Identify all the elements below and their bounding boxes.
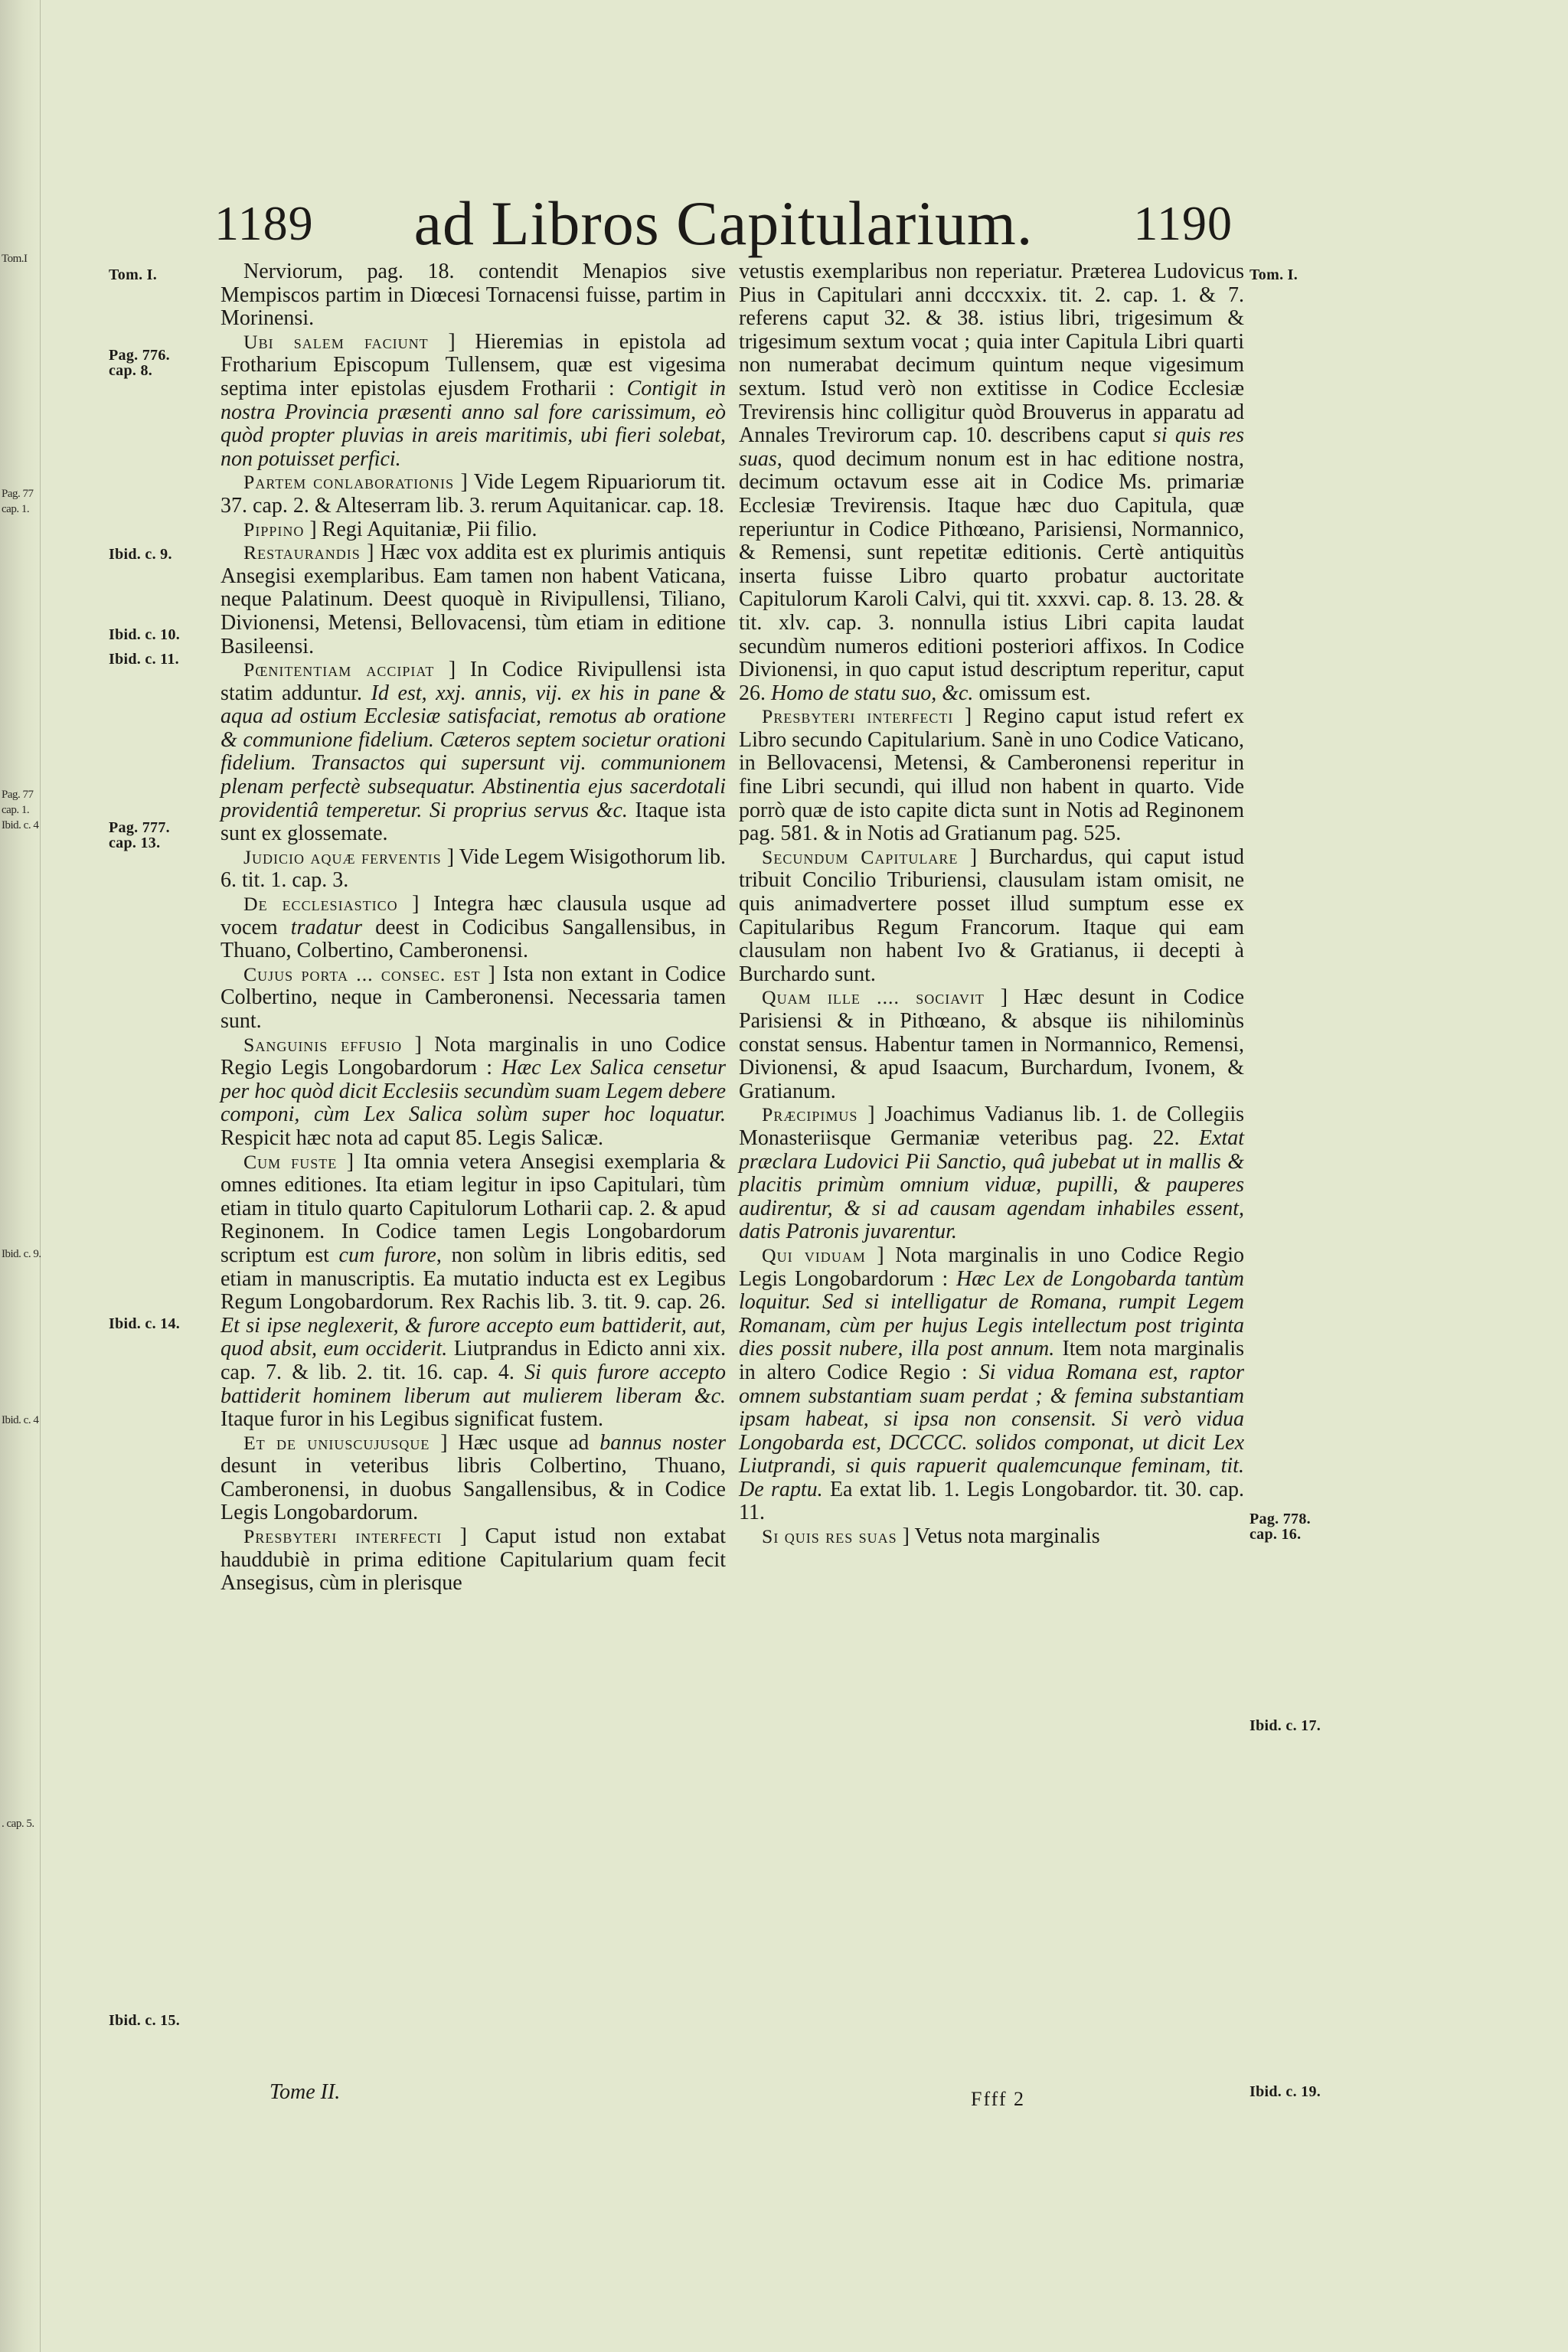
lemma: Ubi salem faciunt bbox=[243, 330, 429, 353]
lemma: Cum fuste bbox=[243, 1150, 338, 1173]
text-run: Ea extat lib. 1. Legis Longobardor. tit. 30. cap. 11. bbox=[739, 1477, 1244, 1525]
quotation: Homo de statu suo, &c. bbox=[771, 681, 974, 705]
margin-note-right: Tom. I. bbox=[1250, 266, 1298, 283]
quotation: cum furore bbox=[338, 1243, 436, 1267]
margin-note-left: cap. 13. bbox=[109, 835, 161, 851]
page-number-right: 1190 bbox=[1133, 196, 1233, 250]
quotation: Hæc Lex Salica censetur per hoc quòd dicit Ecclesiis secundùm suam Legem debere componi, cùm Lex Salica solùm super hoc loquatur. bbox=[220, 1056, 727, 1127]
text-run: deest in Codicibus Sangallensibus, in Thuano, Colbertino, Camberonensi. bbox=[220, 915, 726, 963]
text-run: omissum est. bbox=[973, 681, 1091, 705]
paragraph bbox=[220, 1034, 726, 1151]
margin-note-left: Ibid. c. 14. bbox=[109, 1315, 181, 1332]
text-run: , non solùm in libris editis, sed etiam in manuscriptis. Ea mutatio inducta est ex Legibus Regum Longobardorum. Rex Rachis lib. 3. tit. 9. cap. 26. bbox=[220, 1243, 727, 1315]
gutter-note: Ibid. c. 4 bbox=[2, 1414, 39, 1426]
quotation: Si vidua Romana est, raptor omnem substantiam suam perdat ; & femina substantiam ipsam habeat, si ipsa non consensit. Si verò vidua Longobarda est, DCCCC. solidos componat, ut dicit Lex Liutprandi, si quis rapuerit qualemcunque feminam, tit. De raptu. bbox=[739, 1360, 1244, 1501]
text-run: ] Vide Legem Wisigothorum lib. 6. tit. 1. cap. 3. bbox=[220, 844, 726, 893]
gutter-note: Tom.I bbox=[2, 253, 28, 265]
lemma: Præcipimus bbox=[762, 1103, 858, 1126]
lemma: Presbyteri interfecti bbox=[243, 1525, 443, 1548]
quotation: Extat præclara Ludovici Pii Sanctio, quâ jubebat ut in mallis & placitis primùm omnium viduæ, pupilli, & pauperes audirentur, & si ad causam agendam inhabiles essent, datis Patronis juvarentur. bbox=[739, 1125, 1244, 1244]
right-column bbox=[739, 260, 1244, 1549]
quotation: Hæc Lex de Longobarda tantùm loquitur. Sed si intelligatur de Romana, rumpit Legem Romanam, cùm per hujus Legis intellectum post triginta dies possit nubere, illa post annum. bbox=[739, 1266, 1245, 1361]
margin-note-left: cap. 8. bbox=[109, 362, 153, 379]
text-run: ] Hæc usque ad bbox=[430, 1430, 600, 1455]
paragraph bbox=[220, 963, 726, 1034]
printer-signature: Ffff 2 bbox=[971, 2088, 1025, 2110]
lemma: Pœnitentiam accipiat bbox=[243, 658, 435, 681]
lemma: Restaurandis bbox=[243, 541, 361, 564]
paragraph bbox=[739, 846, 1244, 987]
lemma: Et de uniuscujusque bbox=[243, 1431, 430, 1454]
text-run: ] Regi Aquitaniæ, Pii filio. bbox=[304, 517, 537, 541]
text-run: ] Caput istud non extabat hauddubiè in prima editione Capitularium quam fecit Ansegisus, cùm in plerisque bbox=[220, 1524, 726, 1596]
quotation: Contigit in nostra Provincia præsenti anno sal fore carissimum, eò quòd propter pluvias in areis maritimis, ubi fieri solebat, non potuisset perfici. bbox=[220, 376, 727, 471]
gutter-note: Pag. 77 bbox=[2, 789, 34, 801]
lemma: Qui viduam bbox=[762, 1243, 866, 1266]
paragraph bbox=[739, 1103, 1244, 1244]
margin-note-right: cap. 16. bbox=[1250, 1526, 1302, 1543]
gutter-note: Ibid. c. 9. bbox=[2, 1248, 41, 1260]
text-run: Respicit hæc nota ad caput 85. Legis Salicæ. bbox=[220, 1125, 604, 1150]
paragraph bbox=[220, 471, 726, 518]
quotation: tradatur bbox=[290, 915, 363, 939]
margin-note-left: Ibid. c. 10. bbox=[109, 626, 181, 643]
paragraph bbox=[739, 705, 1244, 846]
margin-note-left: Tom. I. bbox=[109, 266, 158, 283]
paragraph bbox=[739, 1244, 1244, 1525]
quotation: bannus noster bbox=[599, 1430, 726, 1455]
text-run: Itaque furor in his Legibus significat fustem. bbox=[220, 1407, 603, 1432]
gutter-note: Ibid. c. 4 bbox=[2, 819, 39, 831]
paragraph bbox=[220, 541, 726, 658]
text-run: ] Integra hæc clausula usque ad vocem bbox=[220, 892, 726, 939]
paragraph bbox=[220, 260, 726, 331]
text-run: ] Regino caput istud refert ex Libro secundo Capitularium. Sanè in uno Codice Vaticano, in Bellovacensi, Metensi, & Camberonensi reperitur in fine Libri secundi, qui illud non habent in quarto. Vide porrò quæ de isto capite dicta sunt in Notis ad Reginonem pag. 581. & in Notis ad Gratianum pag. 525. bbox=[739, 704, 1244, 846]
gutter-note: cap. 1. bbox=[2, 804, 30, 816]
paragraph bbox=[220, 1151, 726, 1432]
quotation: Id est, xxj. annis, vij. ex his in pane & aqua ad ostium Ecclesiæ satisfaciat, remotus ab oratione & communione fidelium. Cæteros septem societur orationi fidelium. Transactos qui supersunt vij. communionem plenam perfectè subsequatur. Abstinentia ejus sacerdotali providentiâ temperetur. Si proprius servus &c. bbox=[220, 681, 726, 822]
left-column bbox=[220, 260, 726, 1596]
text-run: ] Ista non extant in Codice Colbertino, neque in Camberonensi. Necessaria tamen sunt. bbox=[220, 962, 726, 1033]
page-number-left: 1189 bbox=[214, 196, 314, 250]
text-run: vetustis exemplaribus non reperiatur. Præterea Ludovicus Pius in Capitulari anni dcccxxix. tit. 2. cap. 1. & 7. referens caput 32. & 38. istius libri, trigesimum & trigesimum sextum vocat ; quia inter Capitula Libri quarti non numerabat decimum quintum neque vigesimum sextum. Istud verò non extitisse in Codice Ecclesiæ Trevirensis hinc colligitur quòd Brouverus in apparatu ad Annales Trevirorum cap. 10. describens caput bbox=[739, 260, 1244, 448]
text-run: ] Hieremias in epistola ad Frotharium Episcopum Tullensem, quæ est vigesima septima inter epistolas ejusdem Frotharii : bbox=[220, 329, 726, 400]
gutter-note: Pag. 77 bbox=[2, 488, 34, 500]
text-run: ] Vetus nota marginalis bbox=[897, 1524, 1100, 1549]
gutter-note: . cap. 5. bbox=[2, 1818, 34, 1830]
binding-gutter bbox=[0, 0, 41, 2352]
lemma: Si quis res suas bbox=[762, 1525, 897, 1548]
lemma: Partem conlaborationis bbox=[243, 471, 455, 494]
lemma: De ecclesiastico bbox=[243, 893, 398, 916]
page-header bbox=[214, 188, 1233, 264]
text-run: ] Burchardus, qui caput istud tribuit Concilio Triburiensi, clausulam istam omisit, ne quis animadvertere posset illud sumptum esse ex Capitularibus Regum Francorum. Itaque qui eam clausulam non habent Ivo & Gratianus, ii decepti à Burchardo sunt. bbox=[739, 844, 1244, 986]
paragraph bbox=[220, 1525, 726, 1596]
text-run: ] Hæc desunt in Codice Parisiensi & in Pithœano, & absque iis nihilominùs constat sensus. Habentur tamen in Normannico, Remensi, Divionensi, & apud Isaacum, Burchardum, Ivonem, & Gratianum. bbox=[739, 985, 1244, 1103]
text-run: ] Nota marginalis in uno Codice Regio Legis Longobardorum : bbox=[739, 1243, 1244, 1291]
text-run: , quod decimum nonum est in hac editione nostra, decimum octavum esse ait in Codice Ms. primariæ Ecclesiæ Trevirensis. Itaque hæc duo Capitula, quæ reperiuntur in Codice Pithœano, Parisiensi, Normannico, & Remensi, sunt repetitæ editionis. Certè antiquitùs inserta fuisse Libro quarto probatur auctoritate Capitulorum Karoli Calvi, qui tit. xxxvi. cap. 8. 13. 28. & tit. xlv. cap. 3. nonnulla istius Libri capita laudat secundùm numeros editioni posteriori affixos. In Codice Divionensi, in quo caput istud descriptum reperitur, caput 26. bbox=[739, 446, 1244, 705]
text-run: ] Joachimus Vadianus lib. 1. de Collegiis Monasteriisque Germaniæ veteribus pag. 22. bbox=[739, 1102, 1244, 1150]
margin-note-left: Pag. 777. bbox=[109, 819, 170, 836]
paragraph bbox=[220, 518, 726, 542]
lemma: Presbyteri interfecti bbox=[762, 705, 954, 728]
text-run: Nerviorum, pag. 18. contendit Menapios sive Mempiscos partim in Diœcesi Tornacensi fuisse, partim in Morinensi. bbox=[220, 260, 726, 331]
margin-note-right: Pag. 778. bbox=[1250, 1511, 1311, 1527]
text-run: ] In Codice Rivipullensi ista statim adduntur. bbox=[220, 658, 726, 705]
lemma: Quam ille .... sociavit bbox=[762, 986, 985, 1009]
paragraph bbox=[220, 1432, 726, 1525]
text-run: Item nota marginalis in altero Codice Regio : bbox=[739, 1337, 1244, 1384]
text-run: ] Hæc vox addita est ex plurimis antiquis Ansegisi exemplaribus. Eam tamen non habent Vaticana, neque Palatinum. Deest quoquè in Rivipullensi, Tiliano, Divionensi, Metensi, Bellovacensi, tùm etiam in editione Basileensi. bbox=[220, 541, 726, 658]
text-run: ] Vide Legem Ripuariorum tit. 37. cap. 2. & Alteserram lib. 3. rerum Aquitanicar. cap. 18. bbox=[220, 470, 727, 518]
running-title: ad Libros Capitularium. bbox=[413, 188, 1034, 258]
margin-note-left: Pag. 776. bbox=[109, 347, 170, 364]
lemma: Judicio aquæ ferventis bbox=[243, 845, 442, 868]
quotation: Et si ipse neglexerit, & furore accepto eum battiderit, aut, quod absit, eum occiderit. bbox=[220, 1313, 726, 1361]
lemma: Secundum Capitulare bbox=[762, 845, 959, 868]
text-run: ] Ita omnia vetera Ansegisi exemplaria & omnes editiones. Ita etiam legitur in ipso Capitulari, tùm etiam in titulo quarto Capitulorum Lotharii cap. 2. & apud Reginonem. In Codice tamen Legis Longobardorum scriptum est bbox=[220, 1149, 726, 1267]
paragraph bbox=[220, 658, 726, 846]
lemma: Cujus porta ... consec. est bbox=[243, 962, 481, 985]
paragraph bbox=[739, 1525, 1244, 1549]
margin-note-left: Ibid. c. 15. bbox=[109, 2012, 181, 2029]
lemma: Pippino bbox=[243, 518, 305, 541]
paragraph bbox=[739, 986, 1244, 1103]
paragraph bbox=[220, 893, 726, 963]
paragraph bbox=[739, 260, 1244, 705]
quotation: si quis res suas bbox=[739, 423, 1244, 471]
paragraph bbox=[220, 846, 726, 893]
margin-note-left: Ibid. c. 9. bbox=[109, 546, 172, 563]
margin-note-right: Ibid. c. 17. bbox=[1250, 1717, 1321, 1734]
text-run: Liutprandus in Edicto anni xix. cap. 7. & lib. 2. tit. 16. cap. 4. bbox=[220, 1337, 726, 1384]
text-run: Itaque ista sunt ex glossemate. bbox=[220, 798, 726, 846]
gutter-note: cap. 1. bbox=[2, 503, 30, 515]
margin-note-right: Ibid. c. 19. bbox=[1250, 2083, 1321, 2100]
margin-note-left: Ibid. c. 11. bbox=[109, 651, 179, 668]
volume-line: Tome II. bbox=[270, 2080, 341, 2104]
paragraph bbox=[220, 331, 726, 472]
quotation: Si quis furore accepto battiderit hominem liberum aut mulierem liberam &c. bbox=[220, 1360, 726, 1408]
text-run: desunt in veteribus libris Colbertino, Thuano, Camberonensi, in duobus Sangallensibus, & in Codice Legis Longobardorum. bbox=[220, 1454, 726, 1525]
text-run: ] Nota marginalis in uno Codice Regio Legis Longobardorum : bbox=[220, 1032, 726, 1080]
lemma: Sanguinis effusio bbox=[243, 1033, 403, 1056]
